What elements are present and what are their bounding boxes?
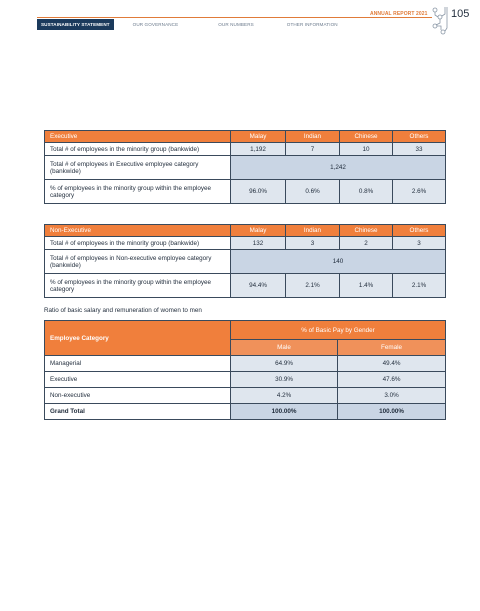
row-label: % of employees in the minority group within the employee category [45, 180, 231, 204]
col-header-indian: Indian [286, 225, 340, 237]
cell-total-category: 1,242 [231, 156, 446, 180]
cell-chinese: 10 [340, 143, 393, 156]
table-row [45, 388, 446, 404]
table-row [45, 143, 446, 156]
table-row [45, 180, 446, 204]
report-title: ANNUAL REPORT 2021 [370, 11, 428, 17]
col-header-employee-category: Employee Category [45, 321, 231, 356]
cell-female: 49.4% [338, 356, 446, 372]
cell-indian: 7 [286, 143, 340, 156]
table-row [45, 372, 446, 388]
cell-others: 33 [393, 143, 446, 156]
col-header-basic-pay-by-gender: % of Basic Pay by Gender [231, 321, 446, 340]
col-header-male: Male [231, 340, 338, 356]
cell-female: 3.0% [338, 388, 446, 404]
cell-indian: 2.1% [286, 274, 340, 298]
cell-indian: 0.6% [286, 180, 340, 204]
table-header-row [45, 131, 446, 143]
basic-pay-ratio-table [44, 320, 446, 420]
row-category: Non-executive [45, 388, 231, 404]
table-row [45, 356, 446, 372]
col-header-malay: Malay [231, 131, 286, 143]
cell-chinese: 2 [340, 237, 393, 250]
row-category: Executive [45, 372, 231, 388]
table-header-row [45, 321, 446, 340]
ratio-section-title: Ratio of basic salary and remuneration of women to men [44, 307, 202, 314]
col-header-category: Non-Executive [45, 225, 231, 237]
row-label: Total # of employees in the minority group (bankwide) [45, 237, 231, 250]
cell-malay: 96.0% [231, 180, 286, 204]
section-nav [37, 19, 338, 30]
nav-other-information[interactable]: OTHER INFORMATION [286, 22, 338, 27]
col-header-indian: Indian [286, 131, 340, 143]
table-row [45, 237, 446, 250]
non-executive-table [44, 224, 446, 298]
cell-indian: 3 [286, 237, 340, 250]
cell-female-total: 100.00% [338, 404, 446, 420]
executive-table [44, 130, 446, 204]
cell-others: 3 [393, 237, 446, 250]
cell-malay: 1,192 [231, 143, 286, 156]
cell-others: 2.1% [393, 274, 446, 298]
row-label: Total # of employees in the minority group (bankwide) [45, 143, 231, 156]
cell-female: 47.6% [338, 372, 446, 388]
row-category: Grand Total [45, 404, 231, 420]
table-row [45, 250, 446, 274]
col-header-malay: Malay [231, 225, 286, 237]
row-label: Total # of employees in Non-executive employee category (bankwide) [45, 250, 231, 274]
cell-male-total: 100.00% [231, 404, 338, 420]
col-header-others: Others [393, 225, 446, 237]
cell-total-category: 140 [231, 250, 446, 274]
cell-male: 64.9% [231, 356, 338, 372]
nav-sustainability-statement[interactable]: SUSTAINABILITY STATEMENT [37, 19, 114, 30]
row-category: Managerial [45, 356, 231, 372]
cell-malay: 132 [231, 237, 286, 250]
page-number: 105 [451, 8, 470, 20]
circuit-icon [431, 6, 449, 36]
cell-male: 4.2% [231, 388, 338, 404]
col-header-chinese: Chinese [340, 131, 393, 143]
nav-our-numbers[interactable]: OUR NUMBERS [218, 22, 254, 27]
col-header-female: Female [338, 340, 446, 356]
nav-our-governance[interactable]: OUR GOVERNANCE [132, 22, 179, 27]
table-header-row [45, 225, 446, 237]
cell-others: 2.6% [393, 180, 446, 204]
row-label: % of employees in the minority group within the employee category [45, 274, 231, 298]
col-header-category: Executive [45, 131, 231, 143]
cell-male: 30.9% [231, 372, 338, 388]
col-header-others: Others [393, 131, 446, 143]
cell-chinese: 1.4% [340, 274, 393, 298]
header-rule [37, 17, 432, 18]
row-label: Total # of employees in Executive employee category (bankwide) [45, 156, 231, 180]
table-row [45, 156, 446, 180]
grand-total-row [45, 404, 446, 420]
cell-malay: 94.4% [231, 274, 286, 298]
cell-chinese: 0.8% [340, 180, 393, 204]
col-header-chinese: Chinese [340, 225, 393, 237]
table-row [45, 274, 446, 298]
